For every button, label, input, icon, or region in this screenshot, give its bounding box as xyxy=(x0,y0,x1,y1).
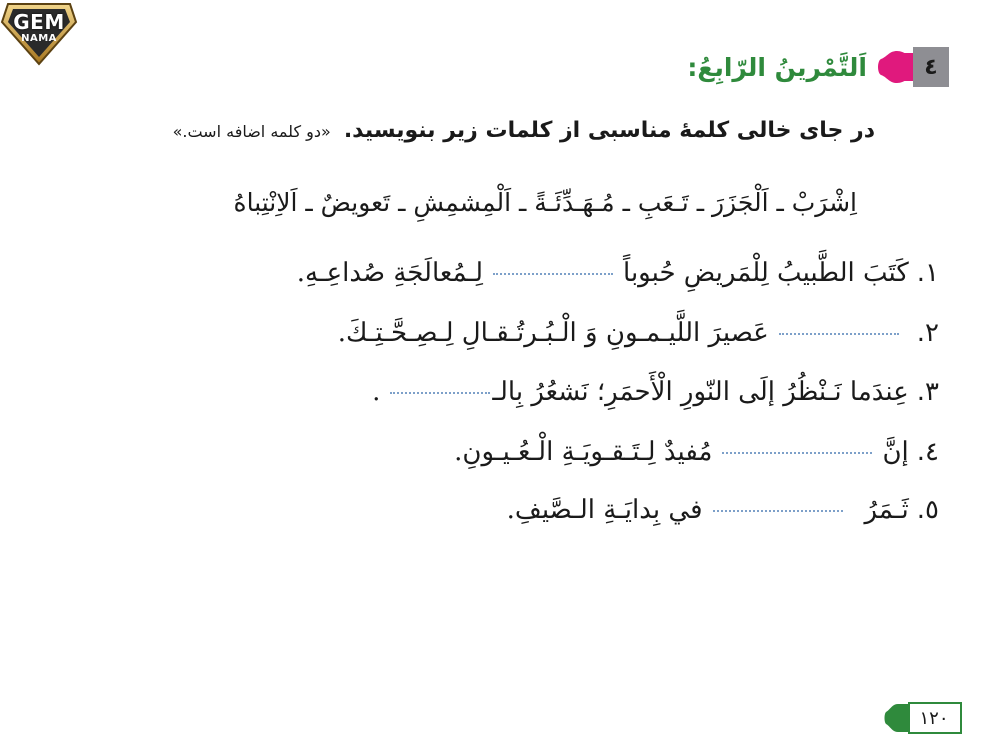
section-header xyxy=(687,47,949,87)
sentence-text-after: عَصيرَ اللَّيـمـونِ وَ الْـبُـرتُـقـالِ لِـصِـحَّـتِـكَ. xyxy=(337,318,769,348)
sentence-number: ٥. xyxy=(916,495,939,525)
word-bank: اِشْرَبْ ـ اَلْجَزَرَ ـ تَـعَبِ ـ مُـهَـدِّئَـةً ـ اَلْمِشمِشِ ـ تَعويضٌ ـ اَلاِنْتِباهُ xyxy=(233,188,857,217)
flower-badge-icon xyxy=(875,47,917,87)
blank-line[interactable] xyxy=(493,272,613,275)
sentence-text-after: لِـمُعالَجَةِ صُداعِـهِ. xyxy=(296,258,484,288)
gemnama-logo xyxy=(0,0,78,66)
sentence-text-before: عِندَما نَـنْظُرُ إلَى النّورِ الْأَحمَرِ؛ نَشعُرُ بِالـ xyxy=(492,377,909,407)
instruction xyxy=(173,118,875,143)
sentence-text-before: إنَّ xyxy=(882,437,909,467)
blank-line[interactable] xyxy=(390,391,490,394)
sentence-number: ١. xyxy=(916,258,939,288)
sentence-5 xyxy=(507,495,939,525)
section-title: اَلتَّمْرينُ الرّابِعُ: xyxy=(687,52,867,82)
sentence-3 xyxy=(372,377,939,407)
page-number: ١٢٠ xyxy=(908,702,962,734)
sentence-text-before: كَتَبَ الطَّبيبُ لِلْمَريضِ حُبوباً xyxy=(623,258,909,288)
leaf-badge-icon xyxy=(884,702,910,734)
section-number: ٤ xyxy=(913,47,949,87)
page-number-badge xyxy=(884,702,962,734)
sentence-text-after: مُفيدٌ لِـتَـقـويَـةِ الْـعُـيـونِ. xyxy=(454,437,713,467)
sentence-text-after: . xyxy=(372,377,381,407)
sentence-2 xyxy=(338,318,939,348)
sentence-text-before: ثَـمَرُ xyxy=(864,495,909,525)
sentence-number: ٣. xyxy=(916,377,939,407)
sentence-number: ٤. xyxy=(916,437,939,467)
logo-text-gem: GEM xyxy=(13,10,65,34)
sentence-number: ٢. xyxy=(916,318,939,348)
logo-text-nama: NAMA xyxy=(21,33,57,44)
blank-line[interactable] xyxy=(713,509,843,512)
instruction-note: «دو کلمه اضافه است.» xyxy=(172,122,331,141)
instruction-main: در جای خالی کلمهٔ مناسبی از کلمات زیر بنویسید. xyxy=(343,118,875,143)
sentence-4 xyxy=(454,437,939,467)
blank-line[interactable] xyxy=(779,332,899,335)
sentence-1 xyxy=(297,258,939,288)
blank-line[interactable] xyxy=(722,451,872,454)
sentence-text-after: في بِدايَـةِ الـصَّيفِ. xyxy=(506,495,703,525)
